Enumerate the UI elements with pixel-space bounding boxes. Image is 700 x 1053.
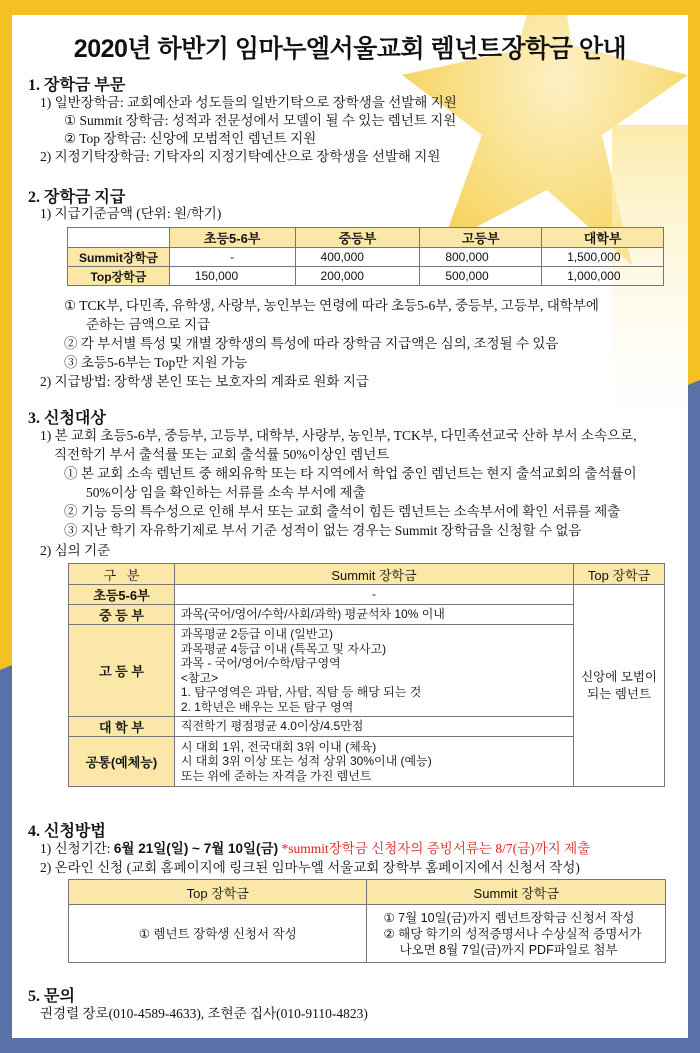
table-row (69, 905, 666, 963)
s4-line-2: 2) 온라인 신청 (교회 홈페이지에 링크된 임마누엘 서울교회 장학부 홈페이지에서 신청서 작성) (40, 860, 580, 875)
s4-line-1 (40, 840, 590, 857)
table-cell: 800,000 (420, 248, 542, 267)
table-cell: 직전학기 평점평균 4.0이상/4.5만점 (174, 717, 573, 737)
s1-line-2: ① Summit 장학금: 성적과 전문성에서 모델이 될 수 있는 렘넌트 지원 (64, 113, 457, 128)
section-1-heading: 1. 장학금 부문 (28, 77, 126, 94)
s4-deadline-note: *summit장학금 신청자의 증빙서류는 8/7(금)까지 제출 (278, 841, 591, 856)
s1-line-4: 2) 지정기탁장학금: 기탁자의 지정기탁예산으로 장학생을 선발해 지원 (40, 149, 441, 164)
row-label: 대 학 부 (69, 717, 175, 737)
s2-note-3: ③ 초등5-6부는 Top만 지원 가능 (64, 355, 248, 370)
section-3-heading: 3. 신청대상 (28, 410, 106, 427)
amount-table-header (68, 228, 664, 248)
s3-line-2: 2) 심의 기준 (40, 543, 111, 558)
cell-line: ② 해당 학기의 성적증명서나 수상실적 증명서가 (383, 926, 642, 941)
s4-period: 6월 21일(일) ~ 7월 10일(금) (113, 841, 279, 856)
cell-line: <참고> (180, 670, 219, 685)
amount-header-elementary: 초등5-6부 (169, 228, 295, 248)
amount-table (67, 227, 664, 286)
top-criteria-cell (574, 585, 665, 787)
table-cell: - (169, 248, 295, 267)
criteria-header-summit: Summit 장학금 (174, 564, 573, 585)
section-4-heading: 4. 신청방법 (28, 823, 106, 840)
s3-note-1b: 50%이상 임을 확인하는 서류를 소속 부서에 제출 (86, 485, 366, 500)
cell-line: 1. 탐구영역은 과탐, 사탐, 직탐 등 해당 되는 것 (180, 685, 422, 699)
cell-line: 2. 1학년은 배우는 모든 탐구 영역 (180, 699, 354, 714)
row-label: 고 등 부 (69, 625, 175, 717)
table-cell: 500,000 (420, 267, 542, 286)
amount-header-high: 고등부 (420, 228, 542, 248)
top-method-cell: ① 렘넌트 장학생 신청서 작성 (69, 905, 367, 963)
table-cell: 1,000,000 (542, 267, 664, 286)
table-row (69, 585, 665, 605)
contact-line: 권경렬 장로(010-4589-4633), 조현준 집사(010-9110-4823) (40, 1006, 368, 1021)
cell-line: 과목평균 4등급 이내 (특목고 및 자사고) (180, 641, 387, 656)
table-cell: 200,000 (295, 267, 420, 286)
top-criteria-line: 신앙에 모범이 (581, 669, 658, 684)
notice-card (12, 15, 688, 1038)
criteria-table-header (69, 564, 665, 585)
s3-note-3: ③ 지난 학기 자유학기제로 부서 기준 성적이 없는 경우는 Summit 장학금을 신청할 수 없음 (64, 523, 582, 538)
row-label: 중 등 부 (69, 605, 175, 625)
row-label: Summit장학금 (68, 248, 170, 267)
s4-period-label: 1) 신청기간: (40, 841, 114, 856)
section-5-heading: 5. 문의 (28, 988, 75, 1005)
method-table (68, 879, 666, 963)
table-row (68, 267, 664, 286)
s2-note-1b: 준하는 금액으로 지급 (86, 317, 211, 332)
page-title: 2020년 하반기 임마누엘서울교회 렘넌트장학금 안내 (73, 35, 627, 63)
s2-note-1a: ① TCK부, 다민족, 유학생, 사랑부, 농인부는 연령에 따라 초등5-6부, 중등부, 고등부, 대학부에 (64, 298, 599, 313)
amount-header-middle: 중등부 (295, 228, 420, 248)
row-label: 초등5-6부 (69, 585, 175, 605)
s2-note-2: ② 각 부서별 특성 및 개별 장학생의 특성에 따라 장학금 지급액은 심의, 조정될 수 있음 (64, 336, 559, 351)
criteria-header-category: 구 분 (69, 564, 175, 585)
top-criteria-line: 되는 렘넌트 (587, 686, 651, 701)
s2-line-2: 2) 지급방법: 장학생 본인 또는 보호자의 계좌로 원화 지급 (40, 374, 369, 389)
cell-line: ① 7월 10일(금)까지 렘넌트장학금 신청서 작성 (383, 910, 635, 925)
row-label: 공통(예체능) (69, 737, 175, 787)
cell-line: 시 대회 1위, 전국대회 3위 이내 (체육) (180, 739, 377, 754)
method-table-header (69, 880, 666, 905)
criteria-table (68, 563, 665, 787)
cell-line: 과목평균 2등급 이내 (일반고) (180, 627, 334, 641)
s3-note-2: ② 기능 등의 특수성으로 인해 부서 또는 교회 출석이 힘든 렘넌트는 소속부서에 확인 서류를 제출 (64, 504, 621, 519)
s3-line-1b: 직전학기 부서 출석률 또는 교회 출석률 50%이상인 렘넌트 (54, 447, 390, 462)
table-cell: - (174, 585, 573, 605)
cell-line: 시 대회 3위 이상 또는 성적 상위 30%이내 (예능) (180, 754, 432, 769)
table-cell: 400,000 (295, 248, 420, 267)
section-2-heading: 2. 장학금 지급 (28, 189, 126, 206)
amount-header-college: 대학부 (542, 228, 664, 248)
summit-method-cell (367, 905, 666, 963)
s1-line-1: 1) 일반장학금: 교회예산과 성도들의 일반기탁으로 장학생을 선발해 지원 (40, 95, 457, 110)
table-cell (174, 737, 573, 787)
method-header-top: Top 장학금 (69, 880, 367, 905)
amount-header-blank (68, 228, 170, 248)
table-cell: 150,000 (169, 267, 295, 286)
table-row (68, 248, 664, 267)
s3-note-1a: ① 본 교회 소속 렘넌트 중 해외유학 또는 타 지역에서 학업 중인 렘넌트는 현지 출석교회의 출석률이 (64, 466, 637, 481)
table-cell: 1,500,000 (542, 248, 664, 267)
cell-line: 과목 - 국어/영어/수학/탐구영역 (180, 656, 341, 670)
table-cell (174, 625, 573, 717)
s1-line-3: ② Top 장학금: 신앙에 모범적인 렘넌트 지원 (64, 131, 317, 146)
cell-line: 또는 위에 준하는 자격을 가진 렘넌트 (180, 768, 372, 783)
cell-line: 나오면 8월 7일(금)까지 PDF파일로 첨부 (399, 942, 618, 957)
row-label: Top장학금 (68, 267, 170, 286)
table-cell: 과목(국어/영어/수학/사회/과학) 평균석차 10% 이내 (174, 605, 573, 625)
s3-line-1a: 1) 본 교회 초등5-6부, 중등부, 고등부, 대학부, 사랑부, 농인부, TCK부, 다민족선교국 산하 부서 소속으로, (40, 428, 637, 443)
method-header-summit: Summit 장학금 (367, 880, 666, 905)
criteria-header-top: Top 장학금 (574, 564, 665, 585)
s2-line-1: 1) 지급기준금액 (단위: 원/학기) (40, 206, 222, 221)
